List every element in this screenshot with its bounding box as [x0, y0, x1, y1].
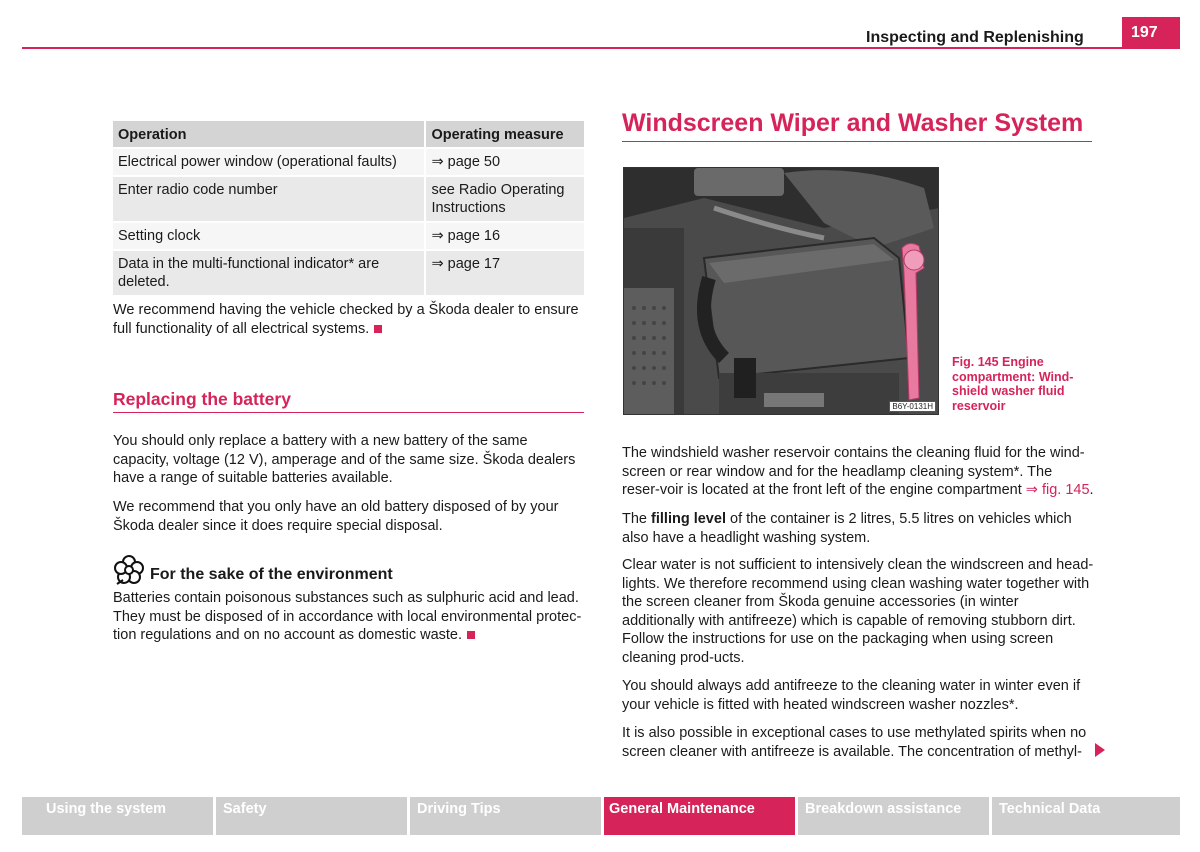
chapter-navigation: [22, 797, 1180, 835]
end-marker-icon: [374, 325, 382, 333]
battery-paragraph-1: You should only replace a battery with a new battery of the same capacity, voltage (12 V), amperage and of the same size. Škoda dealers have a range of suitable batteries available.: [113, 433, 576, 487]
table-row: [113, 250, 584, 295]
operations-table: [113, 119, 584, 295]
recommend-text: We recommend having the vehicle checked by a Škoda dealer to ensure full functionality of all electrical systems.: [113, 302, 579, 337]
engine-illustration: [624, 168, 939, 415]
battery-paragraph-2: We recommend that you only have an old battery disposed of by your Škoda dealer since it does require special disposal.: [113, 499, 559, 534]
nav-tab-general-maintenance[interactable]: General Maintenance: [604, 797, 795, 835]
environment-heading: For the sake of the environment: [150, 566, 393, 583]
recommend-paragraph: [113, 301, 585, 338]
reservoir-text: The windshield washer reservoir contains the cleaning fluid for the wind-screen or rear window and for the headlamp cleaning system*. The reser-voir is located at the front left of the engine compartment: [622, 445, 1085, 499]
nav-tab-driving-tips[interactable]: Driving Tips: [410, 797, 601, 835]
table-cell: Data in the multi-functional indicator* are deleted.: [113, 250, 425, 295]
table-header-operation: Operation: [113, 120, 425, 148]
table-cell: Enter radio code number: [113, 176, 425, 222]
environment-text: Batteries contain poisonous substances such as sulphuric acid and lead. They must be disposed of in accordance with local environmental protec-tion regulations and on no account as domestic waste.: [113, 590, 582, 644]
page-number: 197: [1122, 17, 1180, 49]
end-marker-icon: [467, 631, 475, 639]
table-header-measure: Operating measure: [425, 120, 584, 148]
main-heading: Windscreen Wiper and Washer System: [622, 109, 1092, 142]
table-row: [113, 222, 584, 250]
filling-level-prefix: The: [622, 511, 647, 527]
battery-heading: Replacing the battery: [113, 389, 584, 413]
table-row: [113, 176, 584, 222]
figure-link[interactable]: ⇒ fig. 145: [1025, 482, 1090, 499]
table-cell-link[interactable]: ⇒ page 16: [425, 222, 584, 250]
table-cell: Setting clock: [113, 222, 425, 250]
table-row: [113, 148, 584, 176]
engine-compartment-photo: [623, 167, 939, 415]
table-cell: see Radio Operating Instructions: [425, 176, 584, 222]
environment-paragraph: [113, 589, 585, 645]
filling-level-term: filling level: [651, 511, 726, 527]
figure-caption: Fig. 145 Engine compartment: Wind-shield washer fluid reservoir: [952, 355, 1074, 413]
table-cell: Electrical power window (operational faults): [113, 148, 425, 176]
table-cell-link[interactable]: ⇒ page 50: [425, 148, 584, 176]
methylated-spirits-paragraph: It is also possible in exceptional cases to use methylated spirits when no screen cleaner with antifreeze is available. The concentration of methyl-: [622, 725, 1087, 760]
antifreeze-paragraph: You should always add antifreeze to the cleaning water in winter even if your vehicle is fitted with heated windscreen washer nozzles*.: [622, 678, 1081, 713]
section-title: Inspecting and Replenishing: [866, 29, 1084, 46]
reservoir-paragraph: The windshield washer reservoir contains the cleaning fluid for the wind-screen or rear window and for the headlamp cleaning system*. The reser-voir is located at the front left of the engine compartment ⇒ fig. 145.: [622, 445, 1094, 499]
table-cell-link[interactable]: ⇒ page 17: [425, 250, 584, 295]
clear-water-paragraph: Clear water is not sufficient to intensively clean the windscreen and head-lights. We therefore recommend using clean washing water together with the screen cleaner from Škoda genuine accessories (in winter additionally with antifreeze) which is capable of removing stubborn dirt. Follow the instructions for use on the packaging when using screen cleaning prod-ucts.: [622, 557, 1094, 666]
nav-tab-safety[interactable]: Safety: [216, 797, 407, 835]
nav-tab-technical-data[interactable]: Technical Data: [992, 797, 1180, 835]
header-rule: [22, 47, 1180, 49]
filling-level-text: of the container is 2 litres, 5.5 litres on vehicles which also have a headlight washing system.: [622, 511, 1072, 546]
filling-level-paragraph: [622, 510, 1094, 547]
nav-tab-using-the-system[interactable]: Using the system: [22, 797, 213, 835]
environment-flower-icon: [113, 554, 145, 586]
photo-code: B6Y-0131H: [889, 401, 936, 412]
nav-tab-breakdown-assistance[interactable]: Breakdown assistance: [798, 797, 989, 835]
table-header-row: [113, 120, 584, 148]
continue-arrow-icon: [1095, 743, 1105, 757]
